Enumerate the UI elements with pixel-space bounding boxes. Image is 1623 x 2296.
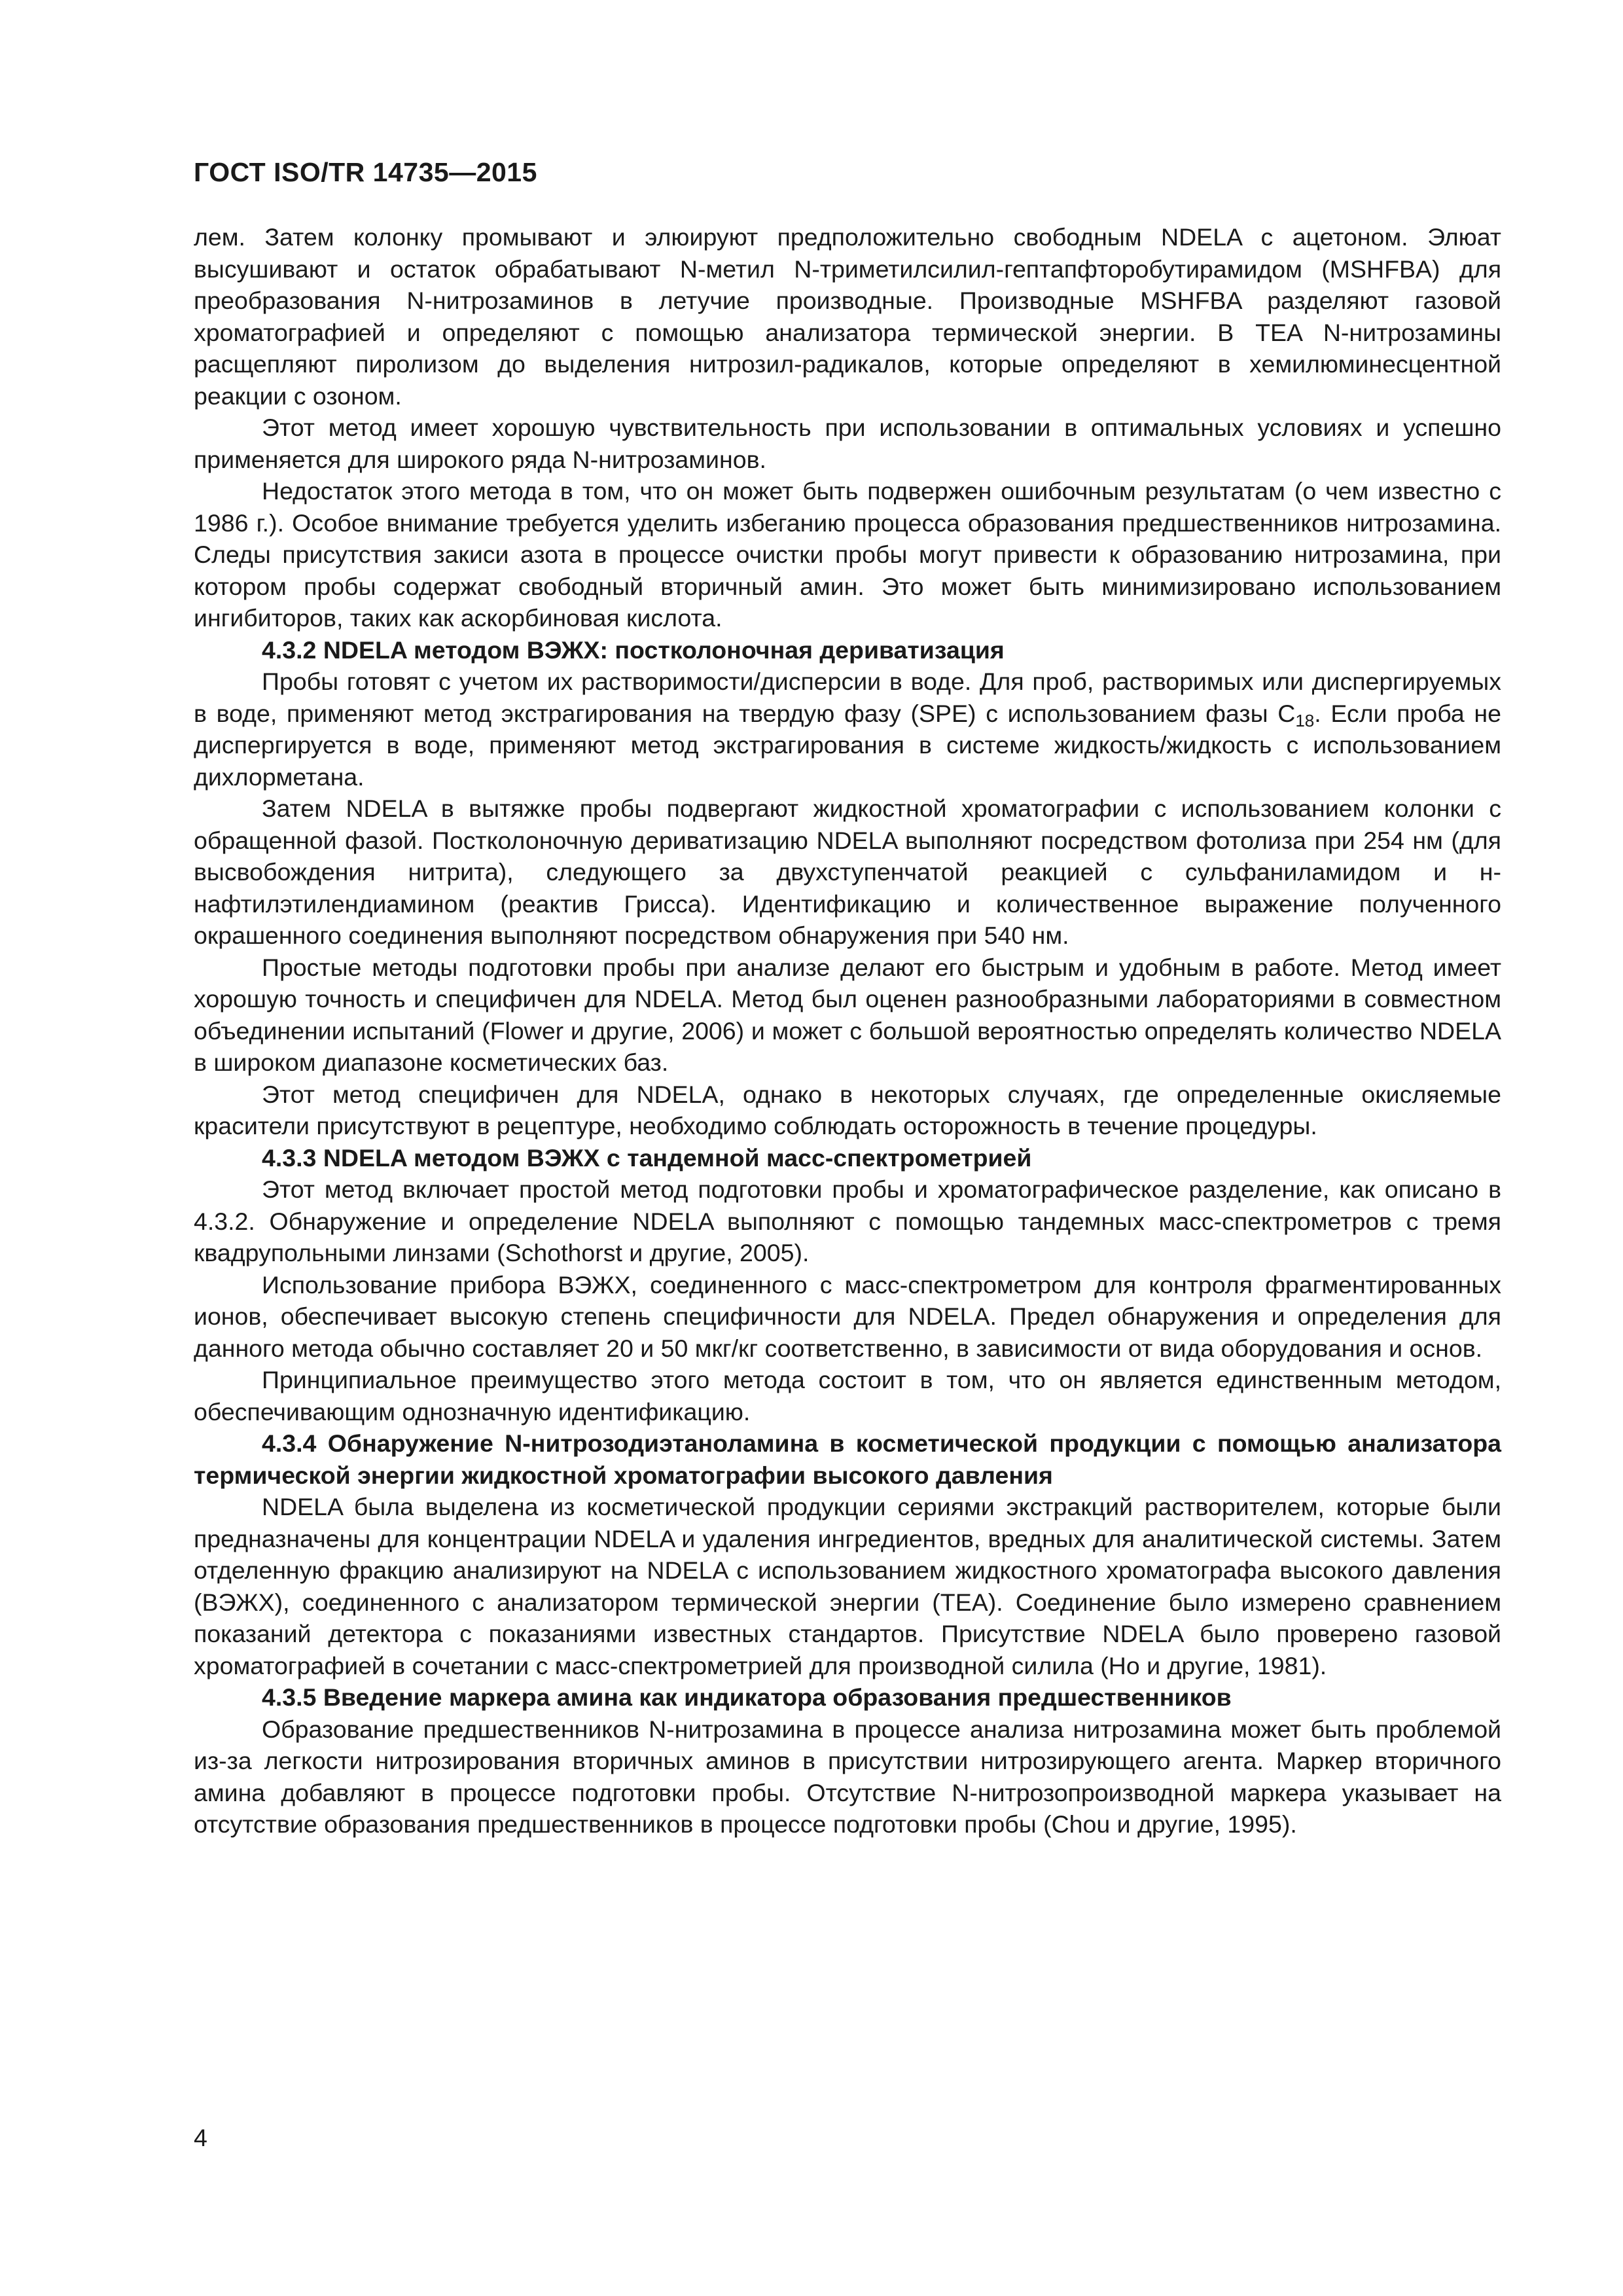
paragraph-text: Пробы готовят с учетом их растворимости/дисперсии в воде. Для проб, растворимых или диспергируемых в воде, применяют метод экстрагирования на твердую фазу (SPE) с использованием фазы C bbox=[194, 668, 1501, 727]
section-heading-4-3-4: 4.3.4 Обнаружение N-нитрозодиэтаноламина в косметической продукции с помощью анализатора термической энергии жидкостной хроматографии высокого давления bbox=[194, 1429, 1501, 1489]
document-body bbox=[194, 221, 1501, 1840]
paragraph: Недостаток этого метода в том, что он может быть подвержен ошибочным результатам (о чем известно с 1986 г.). Особое внимание требуется уделить избеганию процесса образования предшественников нитрозамина. Следы присутствия закиси азота в процессе очистки пробы могут привести к образованию нитрозамина, при котором пробы содержат свободный вторичный амин. Это может быть минимизировано использованием ингибиторов, таких как аскорбиновая кислота. bbox=[194, 477, 1501, 632]
paragraph: Образование предшественников N-нитрозамина в процессе анализа нитрозамина может быть проблемой из-за легкости нитрозирования вторичных аминов в присутствии нитрозирующего агента. Маркер вторичного амина добавляют в процессе подготовки пробы. Отсутствие N-нитрозопроизводной маркера указывает на отсутствие образования предшественников в процессе подготовки пробы (Chou и другие, 1995). bbox=[194, 1715, 1501, 1838]
section-heading-4-3-5: 4.3.5 Введение маркера амина как индикатора образования предшественников bbox=[262, 1683, 1232, 1711]
subscript: 18 bbox=[1295, 710, 1315, 730]
paragraph: лем. Затем колонку промывают и элюируют предположительно свободным NDELA с ацетоном. Элюат высушивают и остаток обрабатывают N-метил N-триметилсилил-гептапфторобутирамидом (MSHFBA) для преобразования N-нитрозаминов в летучие производные. Производные MSHFBA разделяют газовой хроматографией и определяют с помощью анализатора термической энергии. В TEA N-нитрозамины расщепляют пиролизом до выделения нитрозил-радикалов, которые определяют в хемилюминесцентной реакции с озоном. bbox=[194, 223, 1501, 410]
paragraph: Этот метод включает простой метод подготовки пробы и хроматографическое разделение, как описано в 4.3.2. Обнаружение и определение NDELA выполняют с помощью тандемных масс-спектрометров с тремя квадрупольными линзами (Schothorst и другие, 2005). bbox=[194, 1175, 1501, 1266]
paragraph: Принципиальное преимущество этого метода состоит в том, что он является единственным методом, обеспечивающим однозначную идентификацию. bbox=[194, 1366, 1501, 1426]
section-heading-4-3-3: 4.3.3 NDELA методом ВЭЖХ с тандемной масс-спектрометрией bbox=[262, 1143, 1032, 1172]
paragraph: Этот метод имеет хорошую чувствительность при использовании в оптимальных условиях и успешно применяется для широкого ряда N-нитрозаминов. bbox=[194, 414, 1501, 473]
paragraph: Этот метод специфичен для NDELA, однако в некоторых случаях, где определенные окисляемые красители присутствуют в рецептуре, необходимо соблюдать осторожность в течение процедуры. bbox=[194, 1080, 1501, 1139]
paragraph-text: . Если проба не диспергируется в воде, применяют метод экстрагирования в системе жидкость/жидкость с использованием дихлорметана. bbox=[194, 699, 1501, 791]
paragraph: NDELA была выделена из косметической продукции сериями экстракций растворителем, которые были предназначены для концентрации NDELA и удаления ингредиентов, вредных для аналитической системы. Затем отделенную фракцию анализируют на NDELA с использованием жидкостного хроматографа высокого давления (ВЭЖХ), соединенного с анализатором термической энергии (TEA). Соединение было измерено сравнением показаний детектора с показаниями известных стандартов. Присутствие NDELA было проверено газовой хроматографией в сочетании с масс-спектрометрией для производной силила (Ho и другие, 1981). bbox=[194, 1493, 1501, 1679]
section-heading-4-3-2: 4.3.2 NDELA методом ВЭЖХ: постколоночная дериватизация bbox=[262, 636, 1005, 664]
paragraph: Простые методы подготовки пробы при анализе делают его быстрым и удобным в работе. Метод имеет хорошую точность и специфичен для NDELA. Метод был оценен разнообразными лабораториями в совместном объединении испытаний (Flower и другие, 2006) и может с большой вероятностью определять количество NDELA в широком диапазоне косметических баз. bbox=[194, 953, 1501, 1076]
page-number: 4 bbox=[194, 2124, 207, 2151]
paragraph bbox=[194, 666, 1501, 793]
paragraph: Затем NDELA в вытяжке пробы подвергают жидкостной хроматографии с использованием колонки с обращенной фазой. Постколоночную дериватизацию NDELA выполняют посредством фотолиза при 254 нм (для высвобождения нитрита), следующего за двухступенчатой реакцией с сульфаниламидом и н-нафтилэтилендиамином (реактив Грисса). Идентификацию и количественное выражение полученного окрашенного соединения выполняют посредством обнаружения при 540 нм. bbox=[194, 795, 1501, 949]
document-header: ГОСТ ISO/TR 14735—2015 bbox=[194, 157, 537, 187]
paragraph: Использование прибора ВЭЖХ, соединенного с масс-спектрометром для контроля фрагментированных ионов, обеспечивает высокую степень специфичности для NDELA. Предел обнаружения и определения для данного метода обычно составляет 20 и 50 мкг/кг соответственно, в зависимости от вида оборудования и основ. bbox=[194, 1270, 1501, 1362]
